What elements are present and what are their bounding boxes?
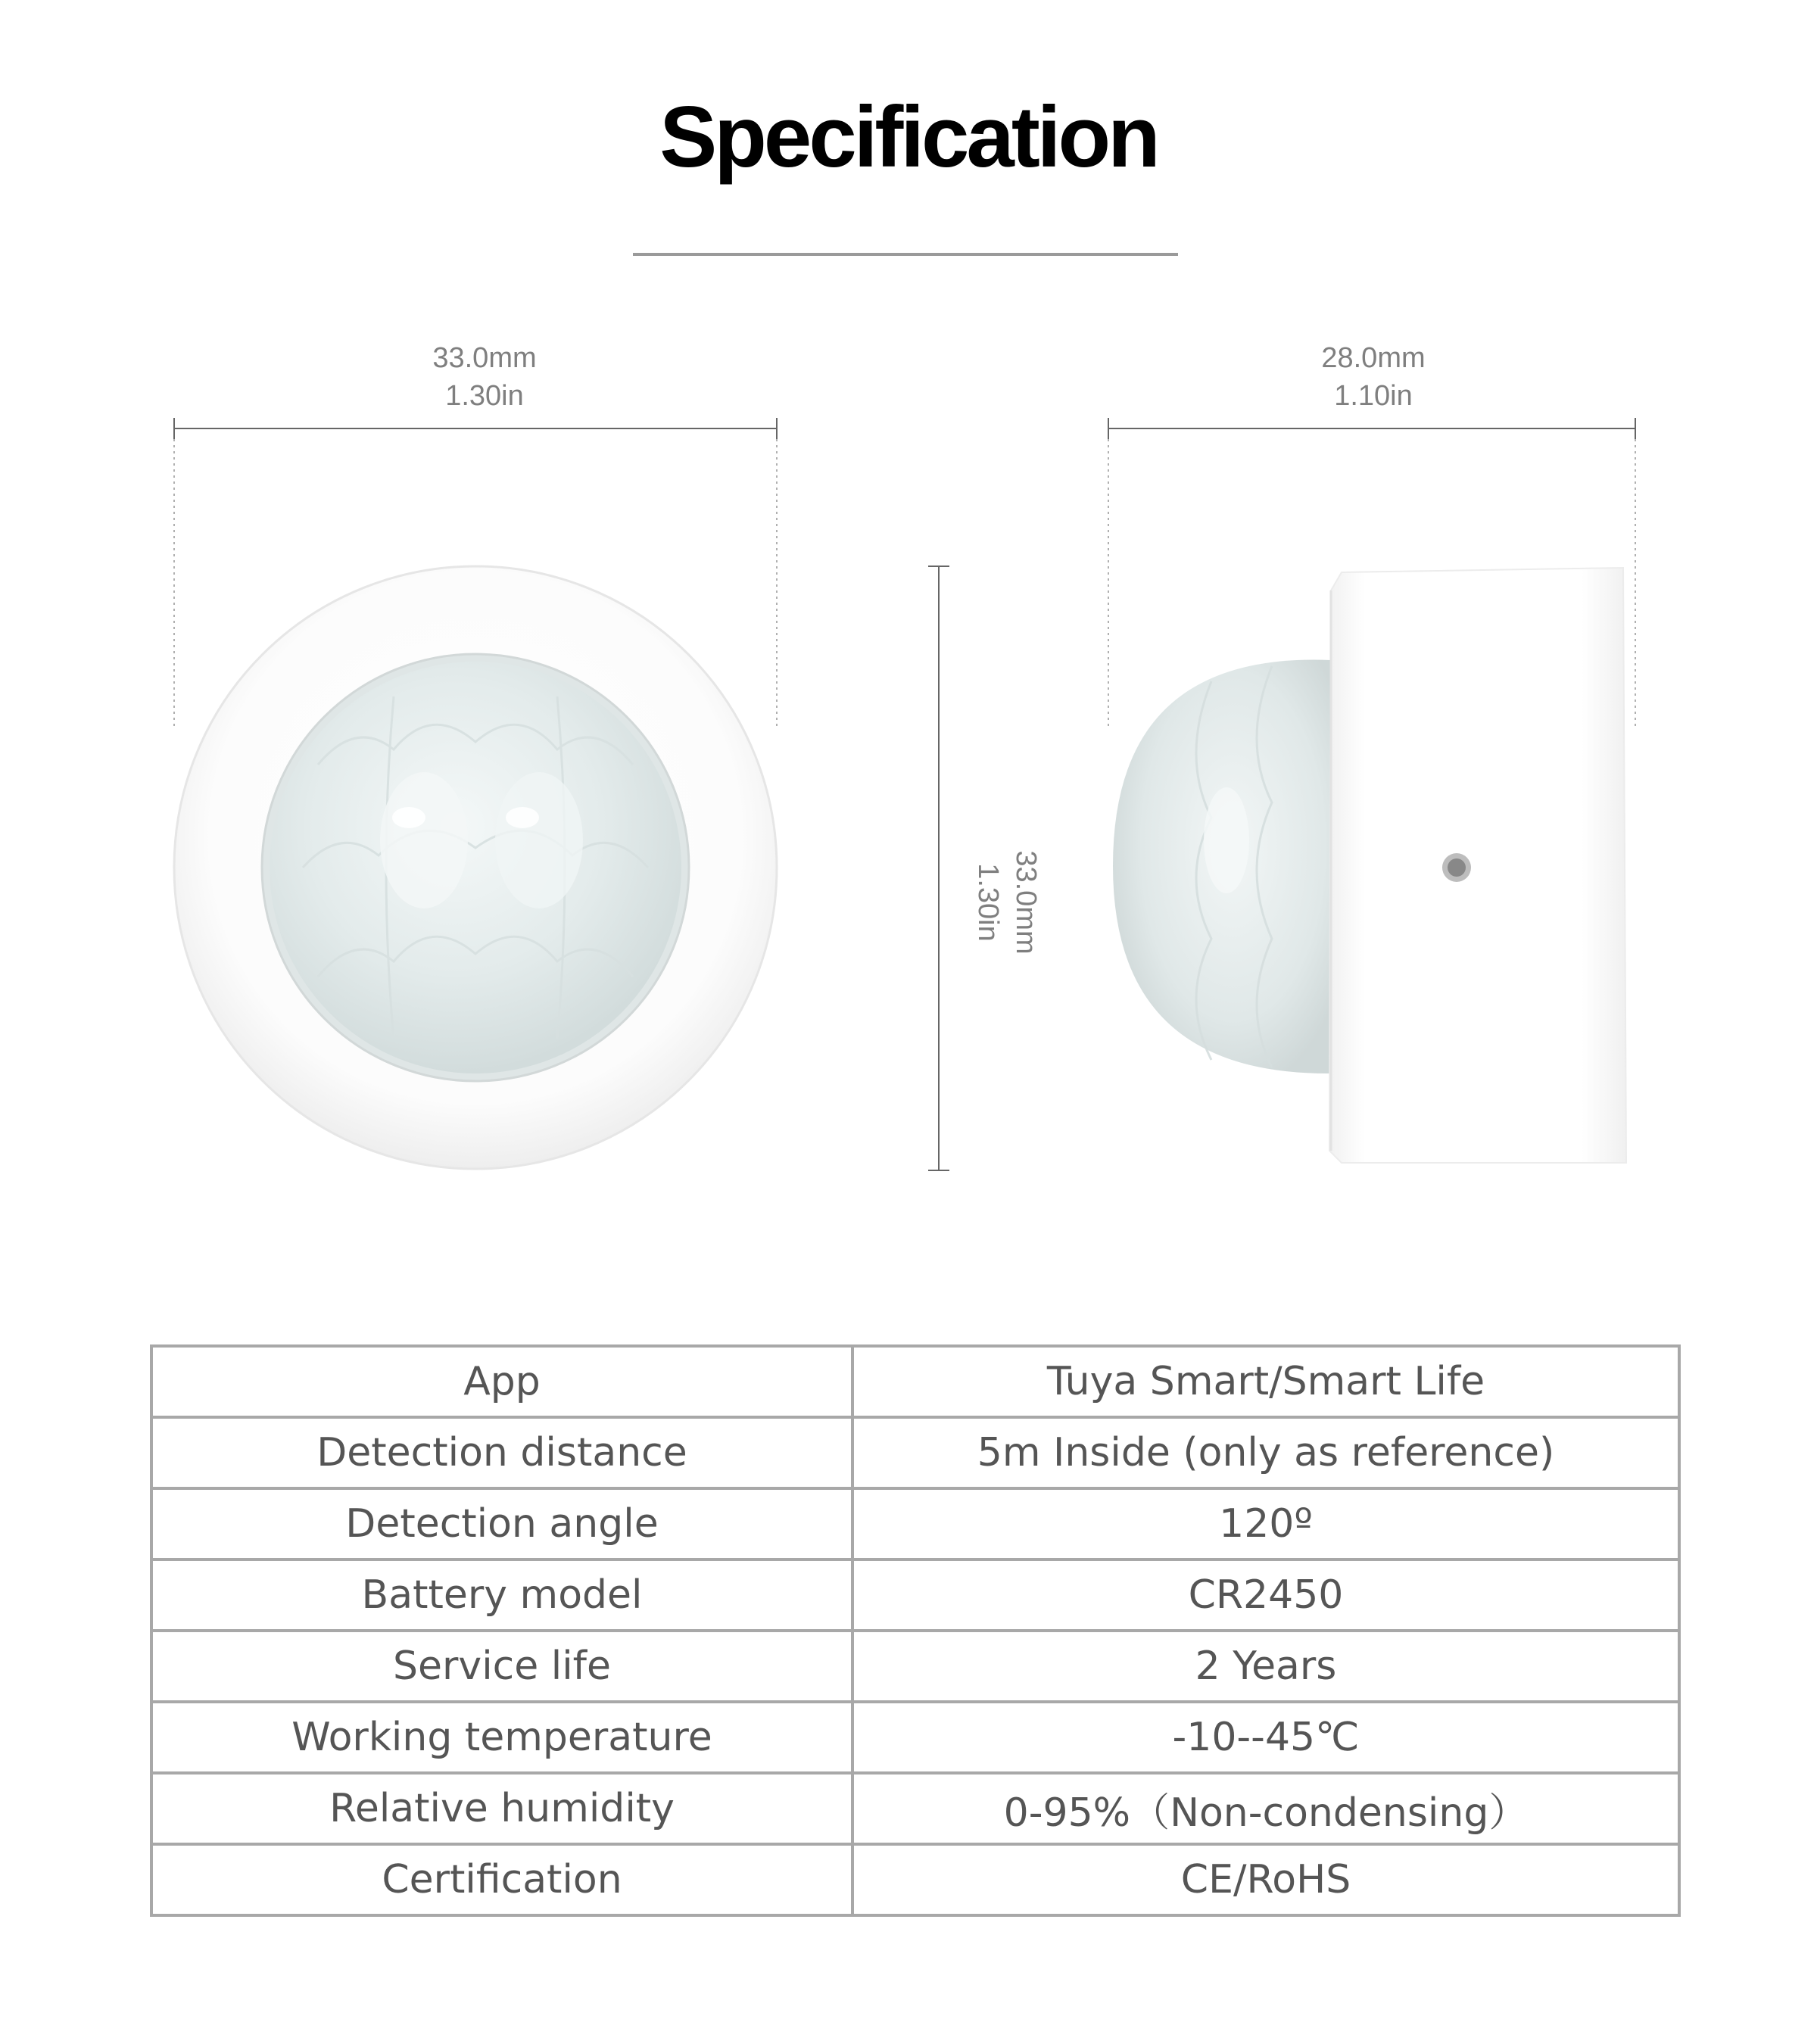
spec-value: -10--45℃ [852, 1702, 1679, 1773]
front-width-in: 1.30in [445, 380, 524, 412]
height-in: 1.30in [972, 863, 1004, 942]
spec-value: 120º [852, 1488, 1679, 1559]
table-row [151, 1346, 1679, 1417]
side-depth-mm: 28.0mm [1321, 342, 1426, 374]
spec-value: CE/RoHS [852, 1844, 1679, 1915]
height-dimension-line [928, 566, 949, 1170]
spec-value: 5m Inside (only as reference) [852, 1417, 1679, 1488]
table-row [151, 1773, 1679, 1844]
spec-label: Battery model [151, 1559, 852, 1631]
table-row [151, 1844, 1679, 1915]
spec-label: Certification [151, 1844, 852, 1915]
sensor-side-view [1113, 568, 1626, 1163]
spec-label: Service life [151, 1631, 852, 1702]
table-row [151, 1559, 1679, 1631]
spec-label: Relative humidity [151, 1773, 852, 1844]
table-row [151, 1488, 1679, 1559]
spec-value: 2 Years [852, 1631, 1679, 1702]
spec-label: Detection angle [151, 1488, 852, 1559]
table-row [151, 1702, 1679, 1773]
spec-label: App [151, 1346, 852, 1417]
table-row [151, 1417, 1679, 1488]
sensor-front-view [174, 566, 777, 1169]
front-width-mm: 33.0mm [432, 342, 537, 374]
page-title: Specification [659, 89, 1158, 185]
spec-table [150, 1344, 1681, 1917]
spec-value: Tuya Smart/Smart Life [852, 1346, 1679, 1417]
spec-label: Detection distance [151, 1417, 852, 1488]
spec-value: CR2450 [852, 1559, 1679, 1631]
height-mm: 33.0mm [1010, 850, 1042, 955]
side-depth-in: 1.10in [1334, 380, 1413, 412]
spec-label: Working temperature [151, 1702, 852, 1773]
spec-value: 0-95%（Non-condensing） [852, 1773, 1679, 1844]
table-row [151, 1631, 1679, 1702]
